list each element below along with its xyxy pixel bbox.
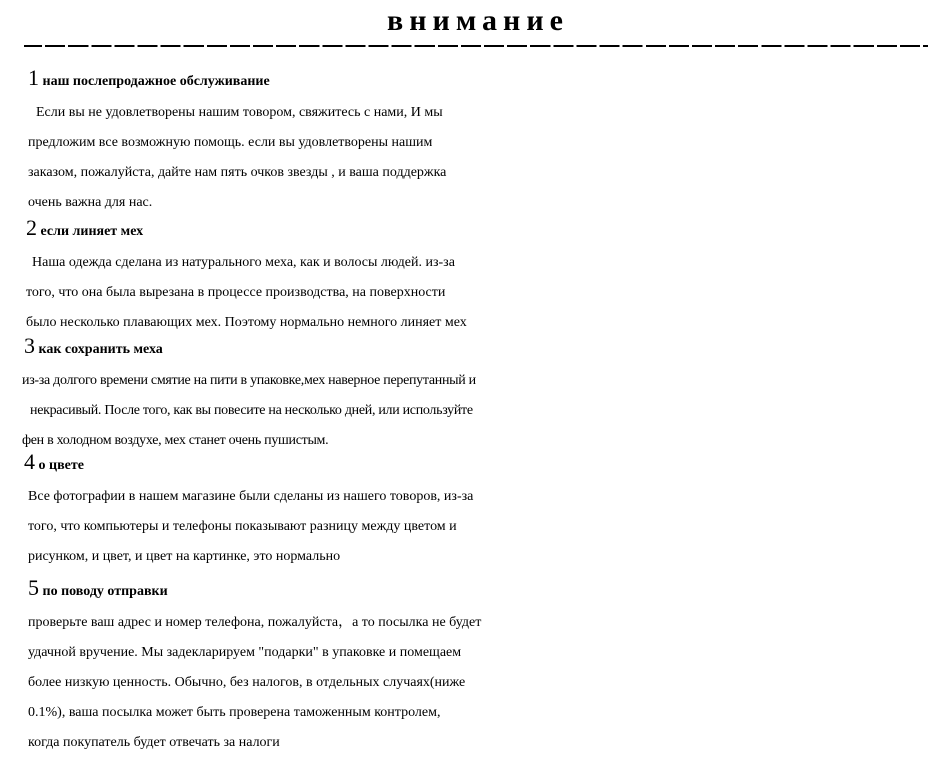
body-line: некрасивый. После того, как вы повесите на несколько дней, или используйте <box>30 403 473 418</box>
section-number: 5 <box>28 575 39 600</box>
body-line: проверьте ваш адрес и номер телефона, пожалуйста，а то посылка не будет <box>28 615 482 630</box>
body-line: удачной вручение. Мы задекларируем "подарки" в упаковке и помещаем <box>28 645 462 660</box>
body-line: Все фотографии в нашем магазине были сделаны из нашего товоров, из-за <box>28 489 474 504</box>
section-shipping <box>0 574 950 758</box>
section-heading-text: по поводу отправки <box>42 584 168 599</box>
body-line: Наша одежда сделана из натурального меха, как и волосы людей. из-за <box>32 255 455 270</box>
section-heading <box>0 64 950 96</box>
section-heading-text: о цвете <box>38 458 84 473</box>
body-line: было несколько плавающих мех. Поэтому нормально немного линяет мех <box>26 315 467 330</box>
body-line: Если вы не удовлетворены нашим товором, свяжитесь с нами, И мы <box>36 105 443 120</box>
section-color <box>0 448 950 572</box>
section-heading-text: если линяет мех <box>40 224 144 239</box>
body-line: заказом, пожалуйста, дайте нам пять очков звезды , и ваша поддержка <box>28 165 447 180</box>
section-number: 4 <box>24 449 35 474</box>
section-after-sales <box>0 64 950 218</box>
section-heading <box>0 574 950 606</box>
body-line: того, что компьютеры и телефоны показывают разницу между цветом и <box>28 519 457 534</box>
body-line: из-за долгого времени смятие на пити в упаковке,мех наверное перепутанный и <box>22 373 476 388</box>
title-divider <box>24 45 928 47</box>
section-heading-text: наш послепродажное обслуживание <box>42 74 270 89</box>
body-line: когда покупатель будет отвечать за налоги <box>28 735 280 750</box>
section-number: 2 <box>26 215 37 240</box>
section-fur-shedding <box>0 214 950 338</box>
body-line: более низкую ценность. Обычно, без налогов, в отдельных случаях(ниже <box>28 675 466 690</box>
page-title: внимание <box>387 4 569 37</box>
section-heading <box>0 332 950 364</box>
body-line: очень важна для нас. <box>28 195 153 210</box>
body-line: того, что она была вырезана в процессе производства, на поверхности <box>26 285 446 300</box>
section-heading <box>0 448 950 480</box>
body-line: 0.1%), ваша посылка может быть проверена таможенным контролем, <box>28 705 441 720</box>
body-line: фен в холодном воздухе, мех станет очень пушистым. <box>22 433 329 448</box>
section-number: 1 <box>28 65 39 90</box>
section-fur-care <box>0 332 950 456</box>
body-line: рисунком, и цвет, и цвет на картинке, это нормально <box>28 549 341 564</box>
section-heading-text: как сохранить меха <box>38 342 163 357</box>
section-number: 3 <box>24 333 35 358</box>
section-heading <box>0 214 950 246</box>
body-line: предложим все возможную помощь. если вы удовлетворены нашим <box>28 135 433 150</box>
